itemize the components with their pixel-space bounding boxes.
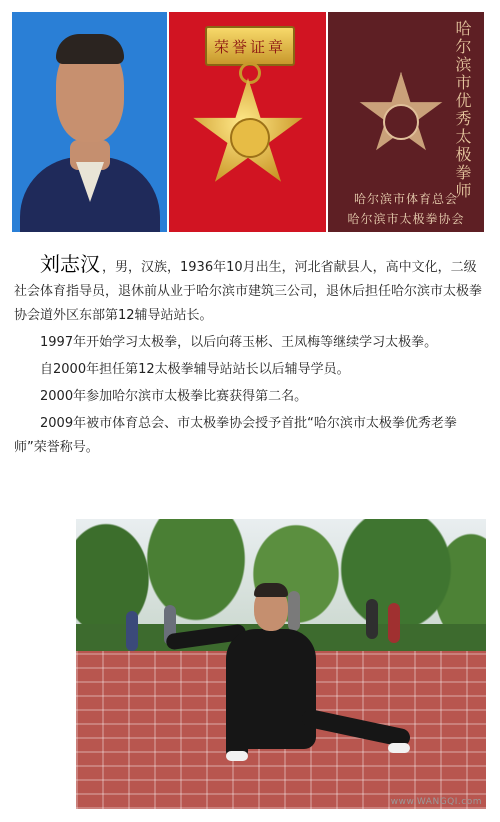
certificate-title: 哈尔滨市优秀太极拳师 [453,20,472,200]
taichi-practice-photo [76,519,486,809]
bio-paragraph: 1997年开始学习太极拳，以后向蒋玉彬、王凤梅等继续学习太极拳。 [40,335,438,350]
bio-paragraph: 2000年参加哈尔滨市太极拳比赛获得第二名。 [40,389,308,404]
background-person [126,611,138,651]
practitioner-hair [254,583,288,597]
biography-text [14,252,486,463]
practitioner-shoe [388,743,410,753]
medal-photo [169,12,326,232]
bio-paragraph: 自2000年担任第12太极拳辅导站站长以后辅导学员。 [40,362,350,377]
bio-intro-text: ，男，汉族，1936年10月出生，河北省献县人，高中文化，二级社会体育指导员，退休前从业于哈尔滨市建筑三公司，退休后担任哈尔滨市太极拳协会道外区东部第12辅导站站长。 [14,260,483,323]
portrait-photo [12,12,167,232]
medal-center-emblem [230,118,270,158]
bio-paragraph: 2009年被市体育总会、市太极拳协会授予首批“哈尔滨市太极拳优秀老拳师”荣誉称号。 [14,416,457,455]
certificate-org-line-2: 哈尔滨市太极拳协会 [347,212,465,226]
watermark: www.WANGQI.com [390,797,482,807]
certificate-yin-yang-icon [383,104,419,140]
medal-ring [239,62,261,84]
person-name: 刘志汉 [40,252,100,276]
background-person [288,591,300,631]
header-image-strip [12,12,484,232]
portrait-hair [56,34,124,64]
medal-ribbon [205,26,295,66]
certificate-org-line-1: 哈尔滨市体育总会 [353,192,458,206]
bio-intro-paragraph [14,252,486,328]
practitioner-shoe [226,751,248,761]
medal-ribbon-text: 荣誉证章 [213,38,286,56]
certificate-photo [328,12,484,232]
background-person [388,603,400,643]
background-person [366,599,378,639]
